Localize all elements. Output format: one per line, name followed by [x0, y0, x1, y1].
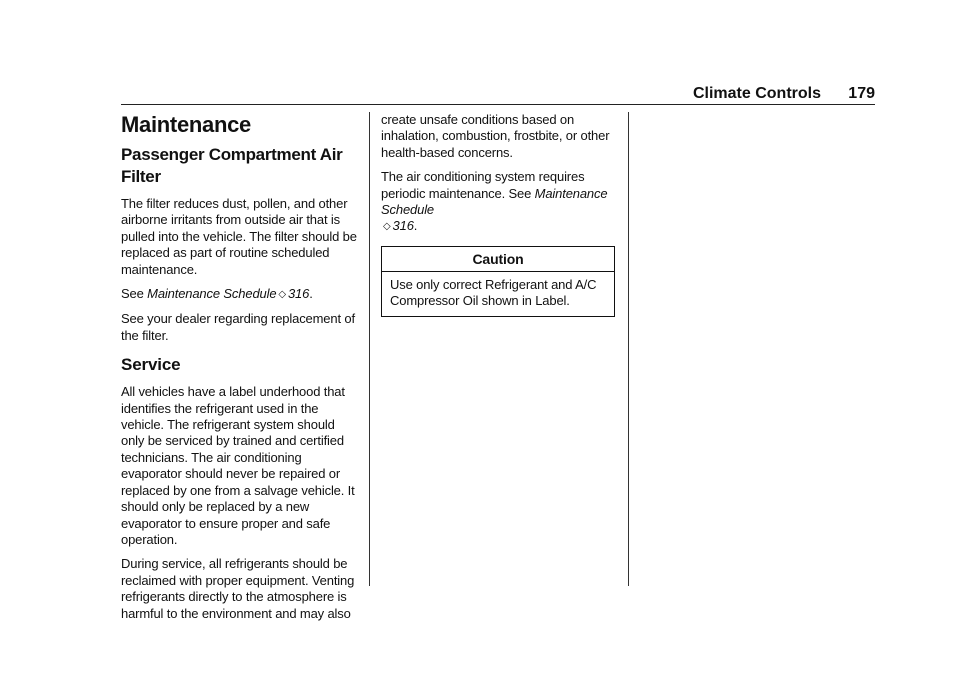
text: See: [121, 286, 148, 302]
page-reference-number[interactable]: 316: [287, 286, 310, 302]
paragraph-see-reference: [121, 286, 359, 303]
caution-title: Caution: [382, 247, 614, 272]
page-reference-number[interactable]: 316: [392, 218, 414, 234]
paragraph: create unsafe conditions based on inhalation, combustion, frostbite, or other health-based concerns.: [381, 112, 610, 160]
page-number: 179: [848, 85, 875, 102]
page-reference-icon: ◇: [278, 289, 286, 301]
paragraph: The filter reduces dust, pollen, and other airborne irritants from outside air that is pulled into the vehicle. The filter should be replaced as part of routine scheduled maintenance.: [121, 196, 357, 277]
text: .: [413, 218, 418, 234]
text: The air conditioning system requires periodic maintenance. See: [381, 169, 585, 201]
left-column: [121, 112, 359, 630]
running-header: [121, 82, 875, 105]
paragraph: During service, all refrigerants should be reclaimed with proper equipment. Venting refrigerants directly to the atmosphere is harmful to the environment and may also: [121, 556, 355, 621]
paragraph-see-reference: [381, 169, 615, 236]
heading-air-filter: Passenger Compartment Air Filter: [121, 145, 343, 186]
maintenance-schedule-link[interactable]: Maintenance Schedule: [381, 185, 608, 218]
caution-body: Use only correct Refrigerant and A/C Compressor Oil shown in Label.: [390, 276, 597, 309]
column-divider: [628, 112, 629, 586]
middle-column: [381, 112, 615, 317]
text: .: [309, 286, 313, 302]
paragraph: All vehicles have a label underhood that identifies the refrigerant used in the vehicle. The refrigerant system should only be serviced by trained and certified technicians. The air conditioning evaporator should never be repaired or replaced by one from a salvage vehicle. It should only be replaced by a new evaporator to ensure proper and safe operation.: [121, 384, 355, 547]
caution-box: [381, 246, 615, 317]
heading-service: Service: [121, 355, 181, 375]
page-reference-icon: ◇: [383, 221, 391, 233]
paragraph: See your dealer regarding replacement of the filter.: [121, 311, 355, 343]
column-divider: [369, 112, 370, 586]
section-title: Climate Controls: [692, 85, 821, 102]
heading-maintenance: Maintenance: [121, 112, 251, 137]
maintenance-schedule-link[interactable]: Maintenance Schedule: [147, 286, 277, 302]
